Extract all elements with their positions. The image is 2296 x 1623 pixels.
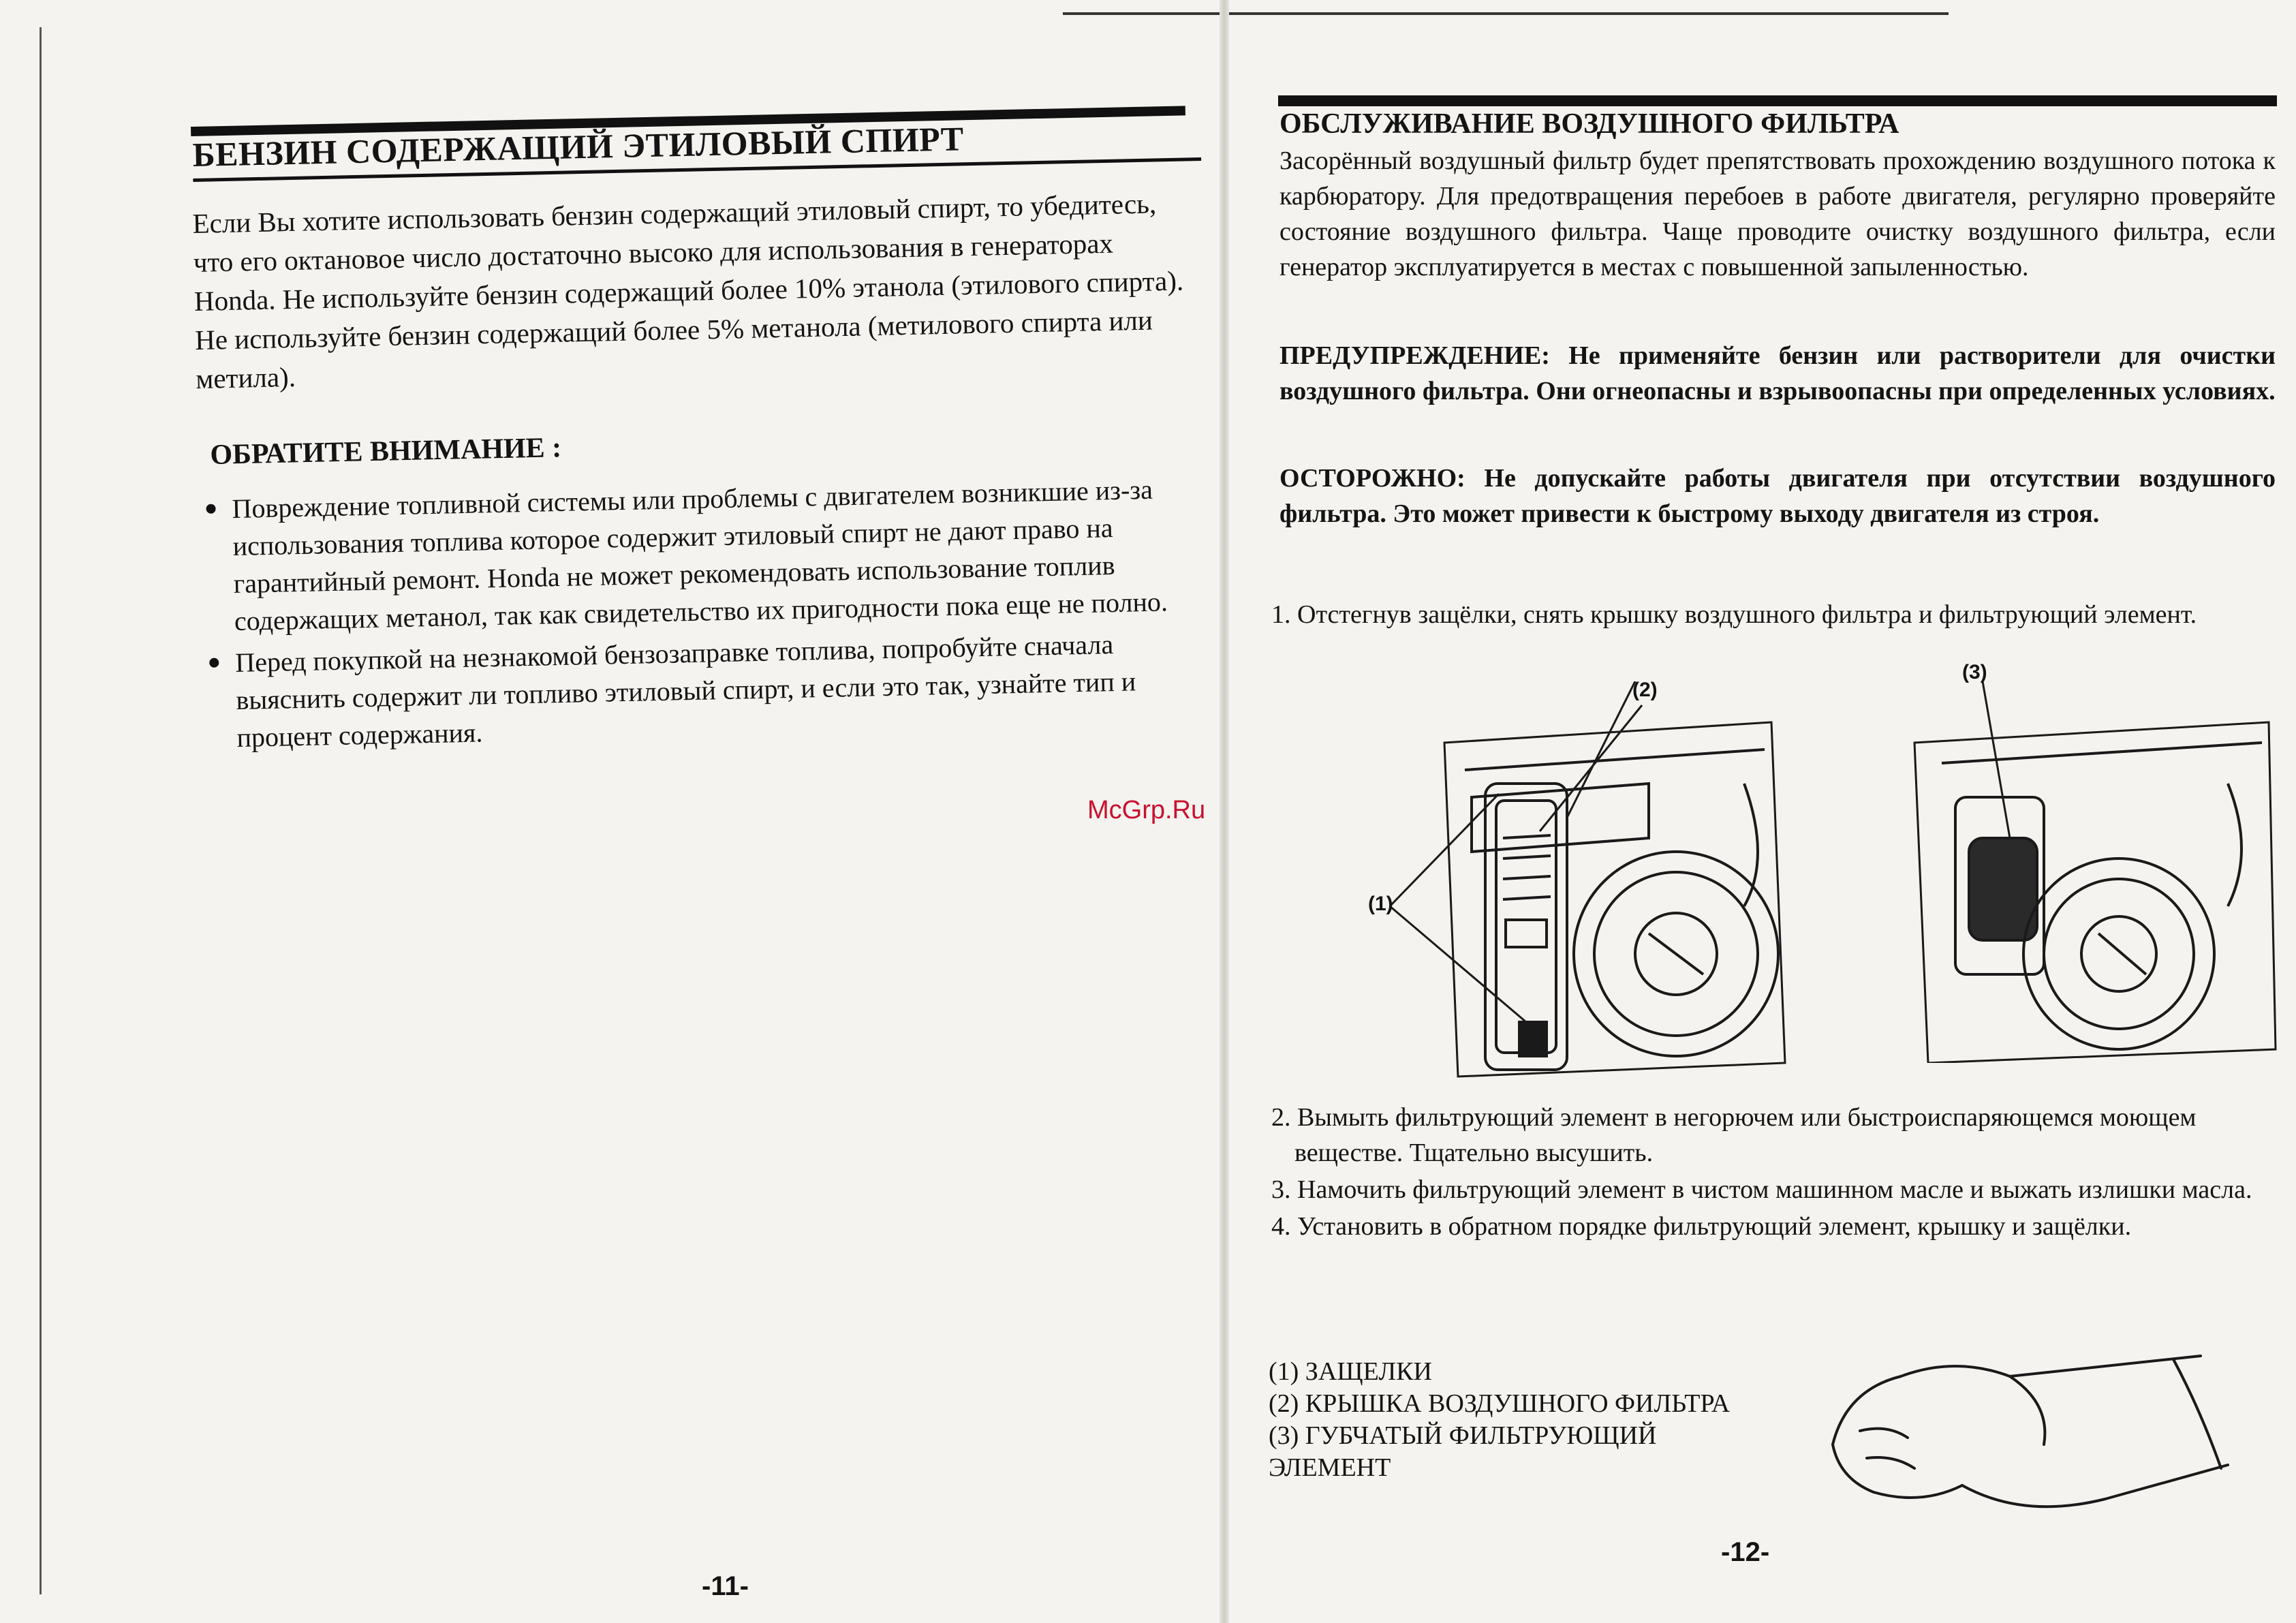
step-2: 2. Вымыть фильтрующий элемент в негорючем или быстроиспаряющемся моющем веществе. Тщательно высушить. xyxy=(1271,1103,2197,1167)
callout-1: (1) xyxy=(1368,893,1393,915)
legend-item-2: (2) КРЫШКА ВОЗДУШНОГО ФИЛЬТРА xyxy=(1269,1389,1731,1418)
watermark-link[interactable]: McGrp.Ru xyxy=(1087,796,1206,824)
bullet-dot-icon xyxy=(206,504,215,514)
callout-2-leader xyxy=(1519,702,1656,838)
air-filter-intro: Засорённый воздушный фильтр будет препятствовать прохождению воздушного потока к карбюратору. Для предотвращения перебоев в работе двигателя, регулярно проверяйте состояние воздушного фильтра. Чаще проводите очистку воздушного фильтра, если генератор эксплуатируется в местах с повышенной запыленностью. xyxy=(1279,146,2276,281)
left-page-number: -11- xyxy=(702,1571,749,1601)
right-page-number: -12- xyxy=(1721,1537,1770,1567)
note-bullet-text: Повреждение топливной системы или проблемы с двигателем возникшие из-за использования топлива которое содержит этиловый спирт не дают право на гарантийный ремонт. Honda не может рекомендовать использование топлив содержащих метанол, так как свидетельство их пригодности пока еще не полно. xyxy=(232,474,1168,637)
warning-text: ПРЕДУПРЕЖДЕНИЕ: Не применяйте бензин или растворители для очистки воздушного фильтра. Они огнеопасны и взрывоопасны при определенных условиях. xyxy=(1279,341,2276,405)
caution-text: ОСТОРОЖНО: Не допускайте работы двигателя при отсутствии воздушного фильтра. Это может привести к быстрому выходу двигателя из строя. xyxy=(1279,464,2276,528)
bullet-dot-icon xyxy=(209,658,219,668)
ethanol-paragraph: Если Вы хотите использовать бензин содержащий этиловый спирт, то убедитесь, что его октановое число достаточно высоко для использования в генераторах Honda. Не используйте бензин содержащий более 10% этанола (этилового спирта). Не используйте бензин содержащий более 5% метанола (метилового спирта или метила). xyxy=(192,187,1184,395)
step-4: 4. Установить в обратном порядке фильтрующий элемент, крышку и защёлки. xyxy=(1271,1212,2132,1241)
right-heading-bar xyxy=(1278,95,2277,106)
note-bullets xyxy=(202,469,1209,761)
legend-item-1: (1) ЗАЩЕЛКИ xyxy=(1269,1357,1432,1386)
air-filter-figure-2 xyxy=(1901,681,2282,1063)
hand-squeeze-illustration xyxy=(1819,1329,2255,1547)
note-bullet-text: Перед покупкой на незнакомой бензозаправке топлива, попробуйте сначала выяснить содержит ли топливо этиловый спирт, и если это так, узнайте тип и процент содержания. xyxy=(234,629,1136,753)
note-bullet-2 xyxy=(205,623,1209,757)
figure-legend xyxy=(1269,1356,1730,1484)
steps-list xyxy=(1271,1100,2276,1246)
note-bullet-1 xyxy=(202,469,1206,640)
legend-item-3: (3) ГУБЧАТЫЙ ФИЛЬТРУЮЩИЙ xyxy=(1269,1421,1657,1450)
step-1-text: 1. Отстегнув защёлки, снять крышку воздушного фильтра и фильтрующий элемент. xyxy=(1271,600,2197,629)
right-page-title: ОБСЛУЖИВАНИЕ ВОЗДУШНОГО ФИЛЬТРА xyxy=(1279,108,1899,140)
note-heading: ОБРАТИТЕ ВНИМАНИЕ : xyxy=(210,432,562,471)
step-1 xyxy=(1271,597,2276,634)
callout-2: (2) xyxy=(1632,679,1658,701)
callout-3: (3) xyxy=(1962,661,1987,683)
left-page-title: БЕНЗИН СОДЕРЖАЩИЙ ЭТИЛОВЫЙ СПИРТ xyxy=(192,114,1201,182)
step-3: 3. Намочить фильтрующий элемент в чистом машинном масле и выжать излишки масла. xyxy=(1271,1175,2252,1204)
legend-item-4: ЭЛЕМЕНТ xyxy=(1269,1453,1391,1482)
